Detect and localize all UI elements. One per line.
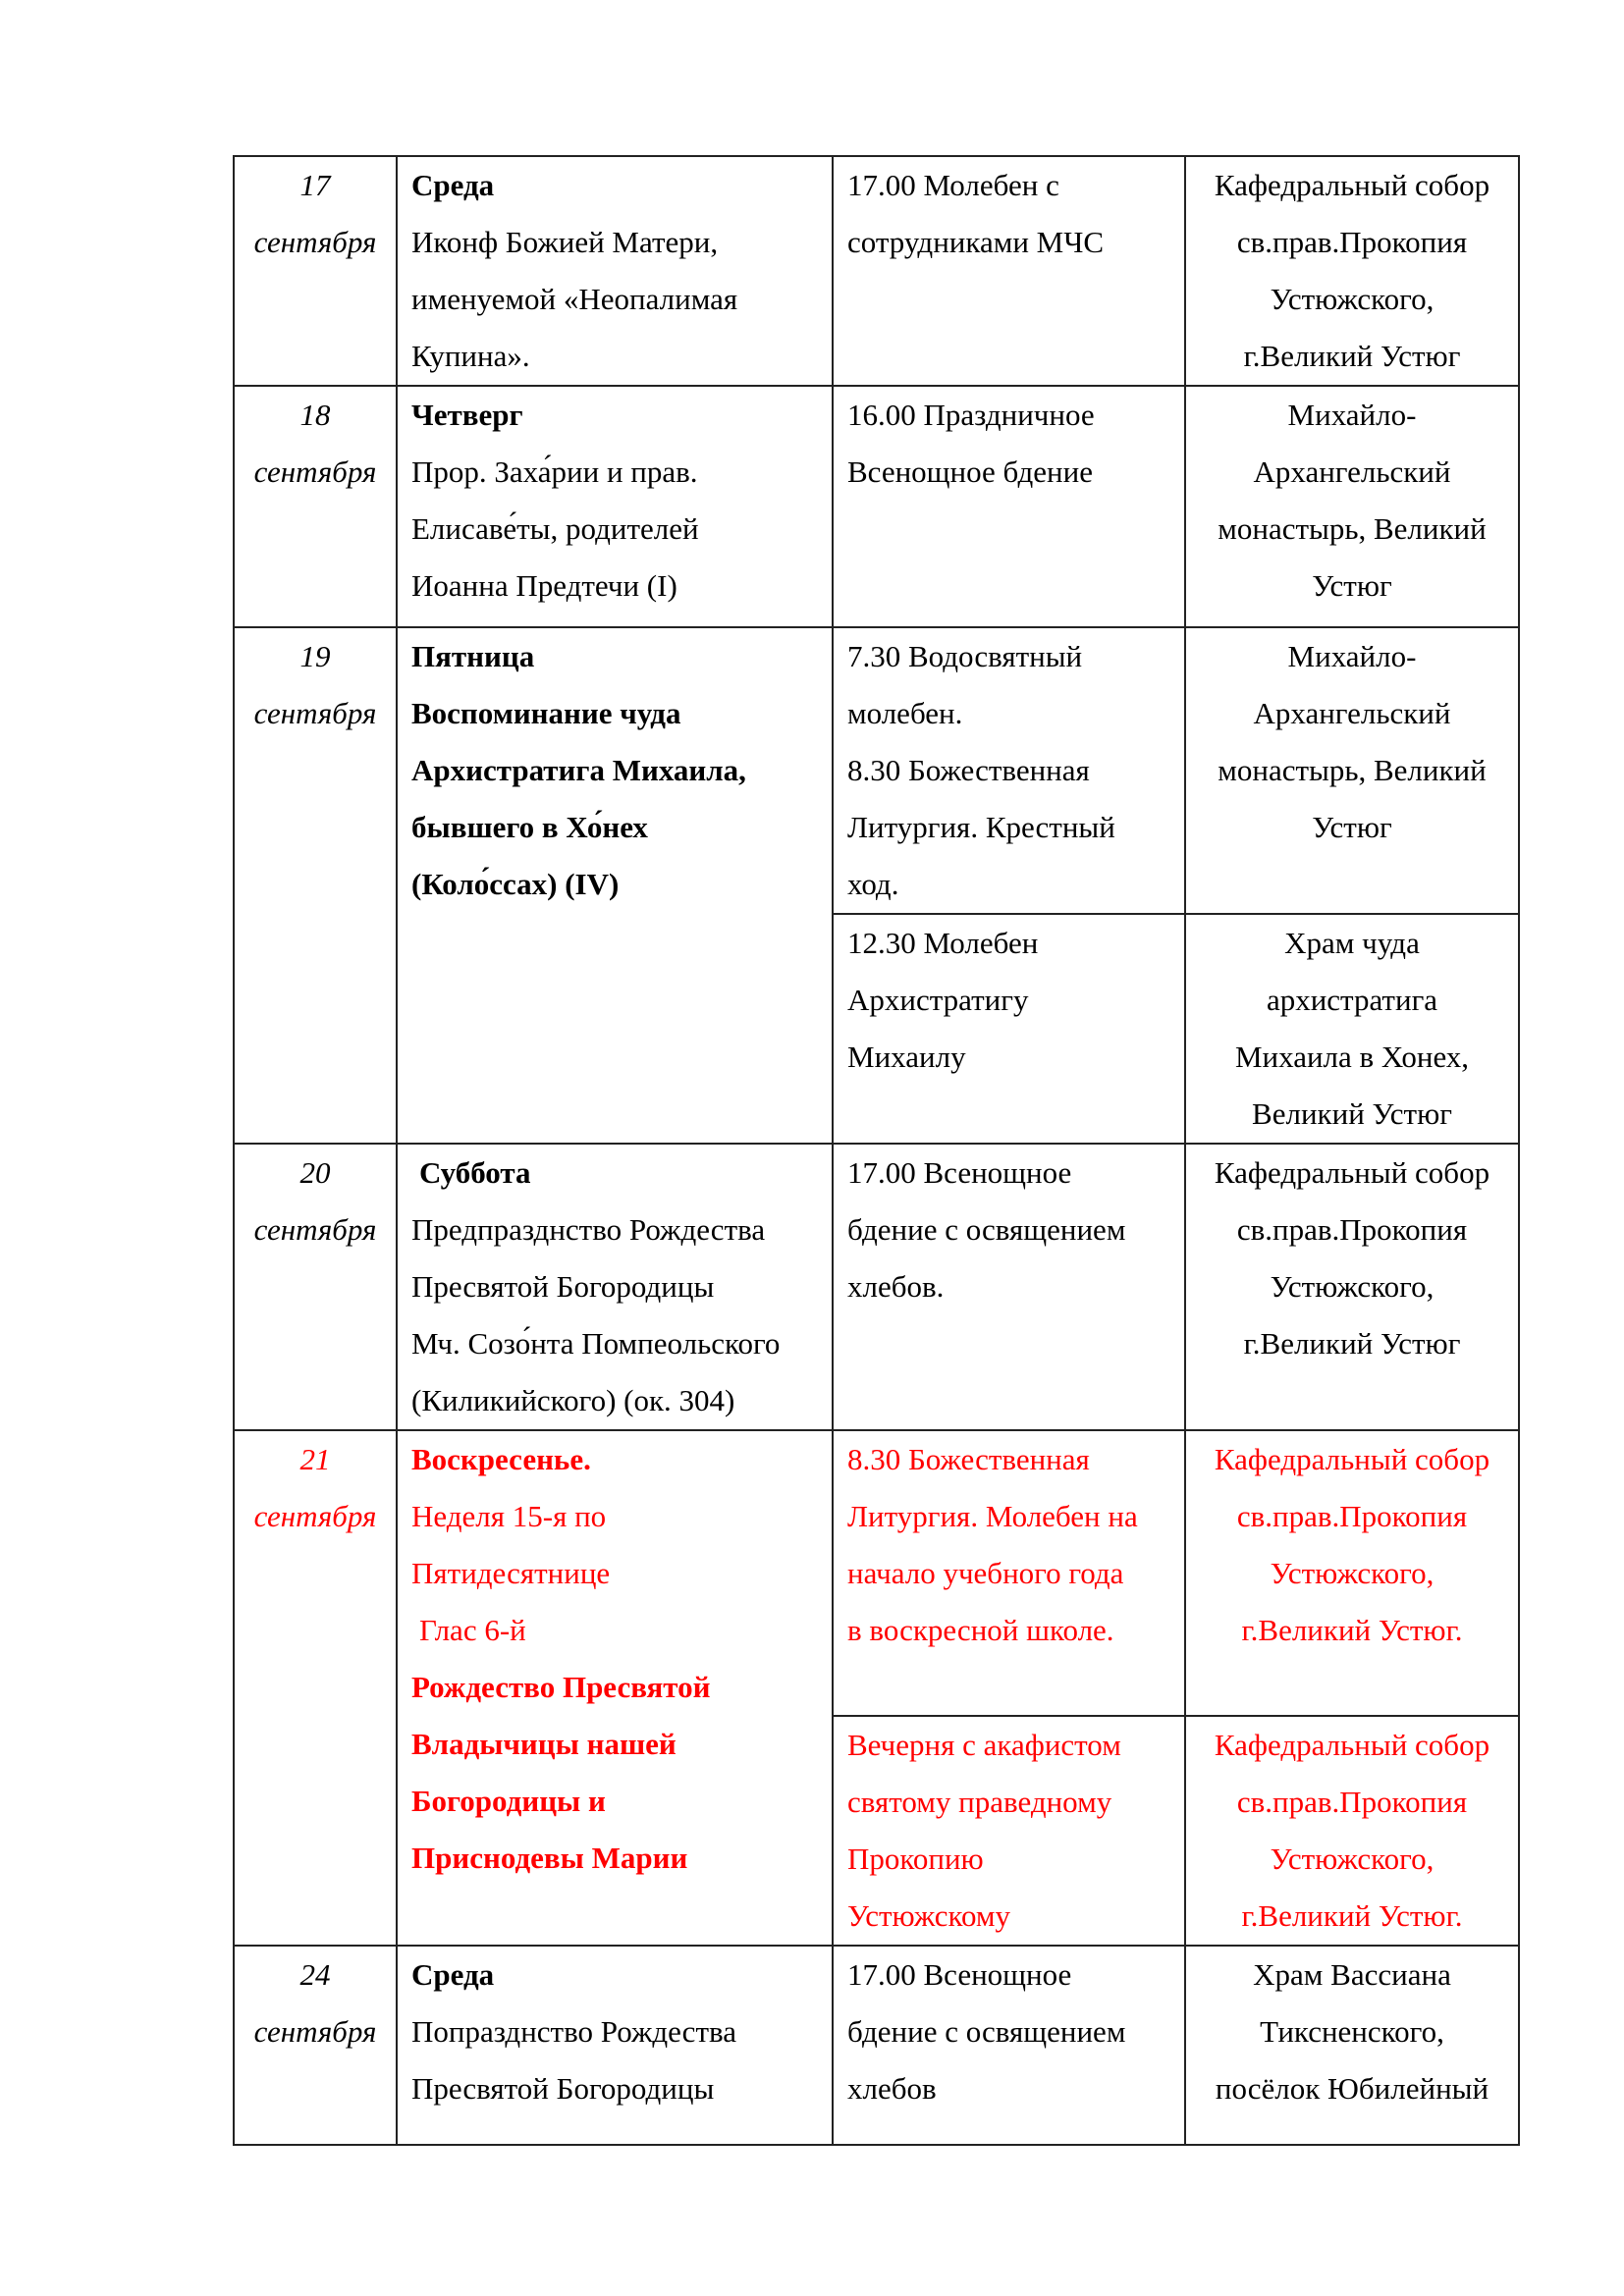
feast-line: Неделя 15-я по bbox=[411, 1499, 607, 1533]
place-line: Михайло- bbox=[1287, 398, 1417, 432]
place-line: г.Великий Устюг. bbox=[1241, 1898, 1463, 1933]
date-cell bbox=[234, 627, 397, 1144]
feast-line: Предпразднство Рождества bbox=[411, 1212, 766, 1247]
feast-line: (Киликийского) (ок. 304) bbox=[411, 1383, 735, 1417]
place-line: посёлок Юбилейный bbox=[1215, 2071, 1489, 2106]
feast-line: Пресвятой Богородицы bbox=[411, 1269, 715, 1304]
feast-line: Архистратига Михаила, bbox=[411, 753, 746, 787]
service-line: хлебов. bbox=[847, 1269, 945, 1304]
service-line: ход. bbox=[847, 867, 899, 901]
date-cell bbox=[234, 1430, 397, 1946]
service-cell bbox=[833, 386, 1185, 627]
day-number: 19 bbox=[299, 639, 331, 673]
place-line: Кафедральный собор bbox=[1214, 1728, 1490, 1762]
feast-cell bbox=[397, 1946, 833, 2145]
place-line: Кафедральный собор bbox=[1214, 168, 1490, 202]
place-line: Кафедральный собор bbox=[1214, 1155, 1490, 1190]
place-cell bbox=[1185, 1716, 1519, 1946]
service-line: Всенощное бдение bbox=[847, 454, 1093, 489]
place-line: Великий Устюг bbox=[1252, 1096, 1452, 1131]
place-line: Храм чуда bbox=[1284, 926, 1420, 960]
feast-line: Владычицы нашей bbox=[411, 1727, 677, 1761]
month-name: сентября bbox=[253, 1499, 377, 1533]
feast-line: Рождество Пресвятой bbox=[411, 1670, 711, 1704]
feast-line: (Коло́ссах) (IV) bbox=[411, 867, 620, 901]
date-cell bbox=[234, 1946, 397, 2145]
place-line: монастырь, Великий bbox=[1218, 753, 1487, 787]
feast-line: Иоанна Предтечи (I) bbox=[411, 568, 677, 603]
place-line: св.прав.Прокопия bbox=[1236, 225, 1468, 259]
feast-line: именуемой «Неопалимая bbox=[411, 282, 738, 316]
feast-cell bbox=[397, 156, 833, 386]
place-cell bbox=[1185, 1144, 1519, 1430]
place-line: Устюжского, bbox=[1270, 1556, 1435, 1590]
service-line: 7.30 Водосвятный bbox=[847, 639, 1083, 673]
feast-line: бывшего в Хо́нех bbox=[411, 810, 648, 844]
weekday: Среда bbox=[411, 168, 495, 202]
feast-line: Прор. Заха́рии и прав. bbox=[411, 454, 698, 489]
place-line: Устюжского, bbox=[1270, 1269, 1435, 1304]
service-line: Прокопию bbox=[847, 1842, 984, 1876]
feast-line: Воспоминание чуда bbox=[411, 696, 681, 730]
service-line: Устюжскому bbox=[847, 1898, 1011, 1933]
service-cell bbox=[833, 1946, 1185, 2145]
place-line: Кафедральный собор bbox=[1214, 1442, 1490, 1476]
service-line: начало учебного года bbox=[847, 1556, 1124, 1590]
place-line: Михаила в Хонех, bbox=[1234, 1040, 1470, 1074]
feast-line: Глас 6-й bbox=[419, 1613, 526, 1647]
feast-line: Елисаве́ты, родителей bbox=[411, 511, 699, 546]
place-line: Устюг bbox=[1312, 568, 1392, 603]
place-cell bbox=[1185, 627, 1519, 914]
month-name: сентября bbox=[253, 696, 377, 730]
weekday: Воскресенье. bbox=[411, 1442, 591, 1476]
weekday: Пятница bbox=[411, 639, 535, 673]
service-line: Вечерня с акафистом bbox=[847, 1728, 1121, 1762]
feast-line: Пятидесятнице bbox=[411, 1556, 611, 1590]
place-line: Устюжского, bbox=[1270, 282, 1435, 316]
place-line: Михайло- bbox=[1287, 639, 1417, 673]
feast-line: Богородицы и bbox=[411, 1784, 606, 1818]
table-row-holiday bbox=[234, 1430, 1519, 1716]
feast-cell bbox=[397, 386, 833, 627]
service-line: 17.00 Молебен с bbox=[847, 168, 1059, 202]
service-line: Михаилу bbox=[847, 1040, 966, 1074]
place-line: св.прав.Прокопия bbox=[1236, 1212, 1468, 1247]
service-cell bbox=[833, 627, 1185, 914]
service-line: в воскресной школе. bbox=[847, 1613, 1114, 1647]
service-line: Литургия. Молебен на bbox=[847, 1499, 1138, 1533]
table-row bbox=[234, 1946, 1519, 2145]
place-line: Архангельский bbox=[1253, 454, 1451, 489]
weekday: Среда bbox=[411, 1957, 495, 1992]
service-line: 12.30 Молебен bbox=[847, 926, 1039, 960]
place-line: г.Великий Устюг. bbox=[1241, 1613, 1463, 1647]
service-line: бдение с освящением bbox=[847, 1212, 1126, 1247]
place-line: г.Великий Устюг bbox=[1243, 1326, 1461, 1361]
feast-cell bbox=[397, 1430, 833, 1946]
feast-cell bbox=[397, 627, 833, 1144]
feast-line: Иконф Божией Матери, bbox=[411, 225, 719, 259]
service-line: молебен. bbox=[847, 696, 963, 730]
day-number: 17 bbox=[299, 168, 331, 202]
place-cell bbox=[1185, 1946, 1519, 2145]
place-cell bbox=[1185, 156, 1519, 386]
place-cell bbox=[1185, 914, 1519, 1144]
service-line: 8.30 Божественная bbox=[847, 753, 1090, 787]
table-row bbox=[234, 386, 1519, 627]
feast-line: Мч. Созо́нта Помпеольского bbox=[411, 1326, 781, 1361]
month-name: сентября bbox=[253, 454, 377, 489]
service-line: хлебов bbox=[847, 2071, 937, 2106]
feast-line: Купина». bbox=[411, 339, 530, 373]
service-line: 8.30 Божественная bbox=[847, 1442, 1090, 1476]
service-line: Архистратигу bbox=[847, 983, 1029, 1017]
feast-line: Приснодевы Марии bbox=[411, 1841, 688, 1875]
month-name: сентября bbox=[253, 2014, 377, 2049]
place-line: г.Великий Устюг bbox=[1243, 339, 1461, 373]
service-line: 17.00 Всенощное bbox=[847, 1957, 1072, 1992]
service-line: 16.00 Праздничное bbox=[847, 398, 1095, 432]
table-row bbox=[234, 627, 1519, 914]
date-cell bbox=[234, 386, 397, 627]
day-number: 20 bbox=[299, 1155, 331, 1190]
place-cell bbox=[1185, 1430, 1519, 1716]
weekday: Четверг bbox=[411, 398, 523, 432]
date-cell bbox=[234, 1144, 397, 1430]
place-cell bbox=[1185, 386, 1519, 627]
day-number: 24 bbox=[299, 1957, 331, 1992]
place-line: Тиксненского, bbox=[1260, 2014, 1444, 2049]
service-cell bbox=[833, 1716, 1185, 1946]
service-cell bbox=[833, 914, 1185, 1144]
place-line: Архангельский bbox=[1253, 696, 1451, 730]
place-line: св.прав.Прокопия bbox=[1236, 1785, 1468, 1819]
service-cell bbox=[833, 1144, 1185, 1430]
service-cell bbox=[833, 156, 1185, 386]
feast-line: Попразднство Рождества bbox=[411, 2014, 736, 2049]
service-line: сотрудниками МЧС bbox=[847, 225, 1105, 259]
day-number: 18 bbox=[299, 398, 331, 432]
place-line: архистратига bbox=[1266, 983, 1438, 1017]
place-line: монастырь, Великий bbox=[1218, 511, 1487, 546]
date-cell bbox=[234, 156, 397, 386]
service-line: 17.00 Всенощное bbox=[847, 1155, 1072, 1190]
table-row bbox=[234, 1144, 1519, 1430]
month-name: сентября bbox=[253, 225, 377, 259]
table-row bbox=[234, 156, 1519, 386]
place-line: св.прав.Прокопия bbox=[1236, 1499, 1468, 1533]
service-line: Литургия. Крестный bbox=[847, 810, 1115, 844]
month-name: сентября bbox=[253, 1212, 377, 1247]
feast-cell bbox=[397, 1144, 833, 1430]
place-line: Устюг bbox=[1312, 810, 1392, 844]
day-number: 21 bbox=[299, 1442, 331, 1476]
schedule-table bbox=[233, 155, 1520, 2146]
service-cell bbox=[833, 1430, 1185, 1716]
service-line: бдение с освящением bbox=[847, 2014, 1126, 2049]
place-line: Храм Вассиана bbox=[1253, 1957, 1451, 1992]
place-line: Устюжского, bbox=[1270, 1842, 1435, 1876]
service-line: святому праведному bbox=[847, 1785, 1112, 1819]
feast-line: Пресвятой Богородицы bbox=[411, 2071, 715, 2106]
weekday: Суббота bbox=[419, 1155, 531, 1190]
